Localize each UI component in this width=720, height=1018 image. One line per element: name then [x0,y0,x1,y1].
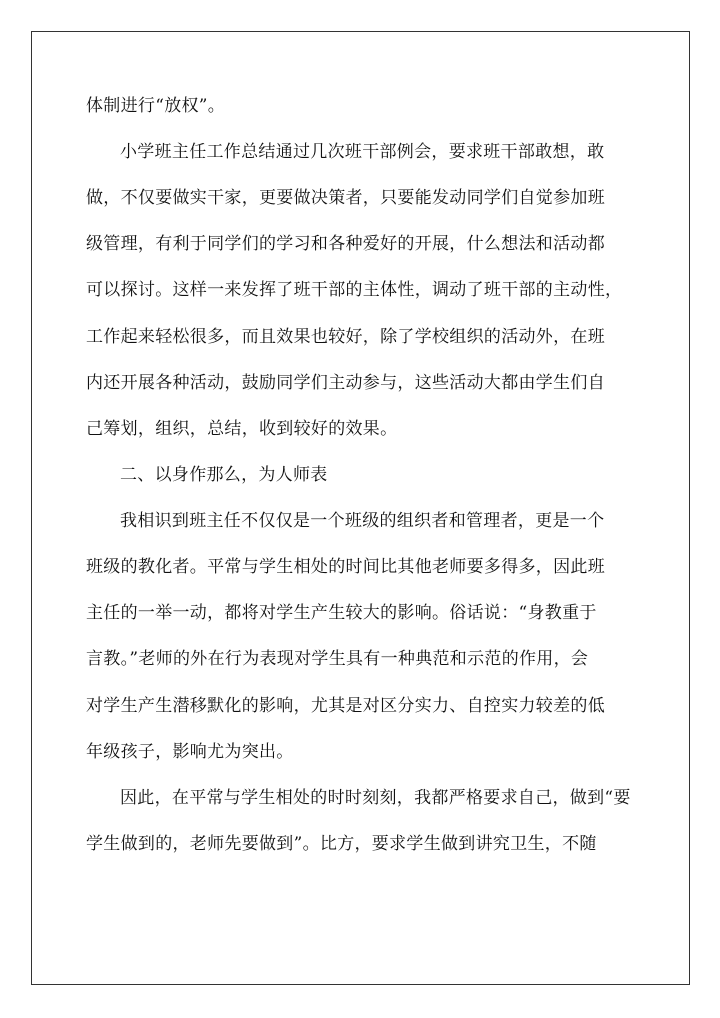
paragraph-start-line: 因此，在平常与学生相处的时时刻刻，我都严格要求自己，做到“要 [120,788,631,808]
text-line: 对学生产生潜移默化的影响，尤其是对区分实力、自控实力较差的低 [86,696,605,716]
text-line: 可以探讨。这样一来发挥了班干部的主体性，调动了班干部的主动性， [86,280,623,300]
text-line: 内还开展各种活动，鼓励同学们主动参与，这些活动大都由学生们自 [86,373,605,393]
text-line: 学生做到的，老师先要做到”。比方，要求学生做到讲究卫生，不随 [86,834,597,854]
section-heading: 二、以身作那么，为人师表 [120,465,328,485]
paragraph-start-line: 小学班主任工作总结通过几次班干部例会，要求班干部敢想，敢 [120,142,605,162]
text-line: 体制进行“放权”。 [86,96,226,116]
text-line: 主任的一举一动，都将对学生产生较大的影响。俗话说：“身教重于 [86,603,597,623]
text-line: 年级孩子，影响尤为突出。 [86,742,294,762]
text-line: 班级的教化者。平常与学生相处的时间比其他老师要多得多，因此班 [86,557,605,577]
paragraph-start-line: 我相识到班主任不仅仅是一个班级的组织者和管理者，更是一个 [120,511,605,531]
text-line: 做，不仅要做实干家，更要做决策者，只要能发动同学们自觉参加班 [86,188,605,208]
text-line: 言教。”老师的外在行为表现对学生具有一种典范和示范的作用，会 [86,649,589,669]
text-line: 级管理，有利于同学们的学习和各种爱好的开展，什么想法和活动都 [86,234,605,254]
text-line: 工作起来轻松很多，而且效果也较好，除了学校组织的活动外，在班 [86,327,605,347]
text-line: 己筹划，组织，总结，收到较好的效果。 [86,419,398,439]
